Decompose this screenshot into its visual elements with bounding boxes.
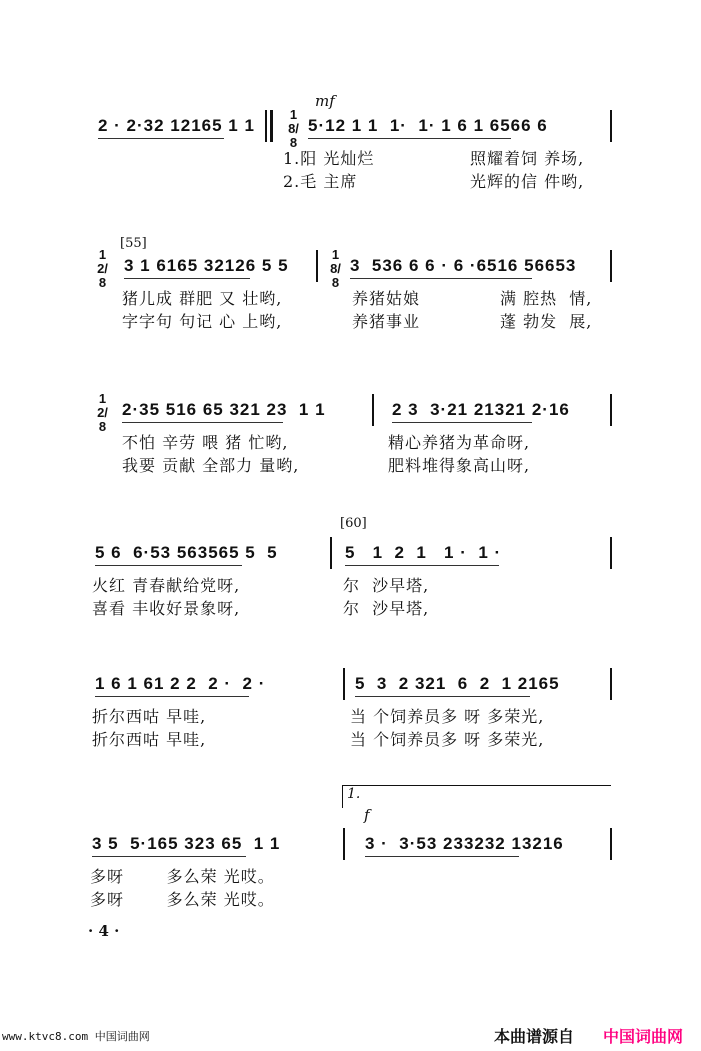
- note-line: 2 3 3·21 21321 2·16: [392, 400, 570, 419]
- dynamic-mf: mf: [315, 92, 335, 110]
- barline: [316, 250, 318, 282]
- beam-underline: [308, 138, 511, 139]
- barline: [330, 537, 332, 569]
- volta-bracket: [342, 785, 611, 808]
- note-line: 3 1 6165 32126 5 5: [124, 256, 289, 275]
- time-signature: 12/8: [97, 247, 108, 290]
- note-line: 1 6 1 61 2 2 2 · 2 ·: [95, 674, 266, 693]
- lyric-verse-1: 尔 沙早塔,: [343, 576, 430, 595]
- lyric-verse-1: 折尔西咕 早哇,: [92, 707, 207, 726]
- lyric-verse-2: 肥料堆得象高山呀,: [388, 456, 531, 475]
- footer-source-name: 中国词曲网: [603, 1027, 684, 1046]
- barline: [610, 110, 612, 142]
- lyric-verse-1: 多呀 多么荣 光哎。: [90, 867, 275, 886]
- barline: [265, 110, 267, 142]
- lyric-verse-1: 火红 青春献给党呀,: [92, 576, 241, 595]
- dynamic-f: f: [364, 806, 370, 824]
- beam-underline: [95, 696, 249, 697]
- beam-underline: [95, 565, 242, 566]
- lyric-verse-2: 2.毛 主席: [283, 172, 358, 191]
- beam-underline: [355, 696, 530, 697]
- lyric-verse-1: 满 腔热 情,: [500, 289, 593, 308]
- barline: [372, 394, 374, 426]
- lyric-verse-2: 光辉的信 件哟,: [470, 172, 585, 191]
- barline: [610, 668, 612, 700]
- note-line: 5 3 2 321 6 2 1 2165: [355, 674, 560, 693]
- time-signature: 12/8: [97, 391, 108, 434]
- note-line: 3 536 6 6 · 6 ·6516 56653: [350, 256, 577, 275]
- barline: [610, 537, 612, 569]
- barline: [610, 828, 612, 860]
- lyric-verse-2: 喜看 丰收好景象呀,: [92, 599, 241, 618]
- beam-underline: [122, 422, 283, 423]
- barline: [343, 668, 345, 700]
- lyric-verse-2: 蓬 勃发 展,: [500, 312, 593, 331]
- lyric-verse-1: 精心养猪为革命呀,: [388, 433, 531, 452]
- lyric-verse-2: 当 个饲养员多 呀 多荣光,: [350, 730, 545, 749]
- note-line: 2 · 2·32 12165 1 1: [98, 116, 255, 135]
- volta-label: 1.: [347, 786, 361, 802]
- beam-underline: [92, 856, 246, 857]
- note-line: 2·35 516 65 321 23 1 1: [122, 400, 326, 419]
- time-signature: 18/8: [288, 107, 299, 150]
- beam-underline: [345, 565, 499, 566]
- time-signature: 18/8: [330, 247, 341, 290]
- beam-underline: [365, 856, 519, 857]
- rehearsal-mark-60: [60]: [340, 516, 367, 531]
- footer-site: www.ktvc8.com 中国词曲网: [2, 1030, 150, 1043]
- lyric-verse-2: 我要 贡献 全部力 量哟,: [122, 456, 300, 475]
- beam-underline: [392, 422, 532, 423]
- note-line: 5 6 6·53 563565 5 5: [95, 543, 278, 562]
- beam-underline: [350, 278, 532, 279]
- barline: [270, 110, 273, 142]
- note-line: 5 1 2 1 1 · 1 ·: [345, 543, 502, 562]
- lyric-verse-1: 养猪姑娘: [352, 289, 421, 308]
- lyric-verse-1: 照耀着饲 养场,: [470, 149, 585, 168]
- lyric-verse-2: 字字句 句记 心 上哟,: [122, 312, 283, 331]
- barline: [610, 394, 612, 426]
- lyric-verse-1: 猪儿成 群肥 又 壮哟,: [122, 289, 283, 308]
- barline: [343, 828, 345, 860]
- lyric-verse-2: 折尔西咕 早哇,: [92, 730, 207, 749]
- rehearsal-mark-55: [55]: [120, 236, 147, 251]
- note-line: 5·12 1 1 1· 1· 1 6 1 6566 6: [308, 116, 548, 135]
- lyric-verse-2: 养猪事业: [352, 312, 421, 331]
- lyric-verse-2: 尔 沙早塔,: [343, 599, 430, 618]
- lyric-verse-1: 不怕 辛劳 喂 猪 忙哟,: [122, 433, 289, 452]
- page-number: · 4 ·: [88, 922, 120, 940]
- beam-underline: [124, 278, 250, 279]
- barline: [610, 250, 612, 282]
- note-line: 3 · 3·53 233232 13216: [365, 834, 564, 853]
- lyric-verse-1: 1.阳 光灿烂: [283, 149, 375, 168]
- beam-underline: [98, 138, 224, 139]
- lyric-verse-2: 多呀 多么荣 光哎。: [90, 890, 275, 909]
- lyric-verse-1: 当 个饲养员多 呀 多荣光,: [350, 707, 545, 726]
- note-line: 3 5 5·165 323 65 1 1: [92, 834, 281, 853]
- footer-source-label: 本曲谱源自: [494, 1027, 575, 1046]
